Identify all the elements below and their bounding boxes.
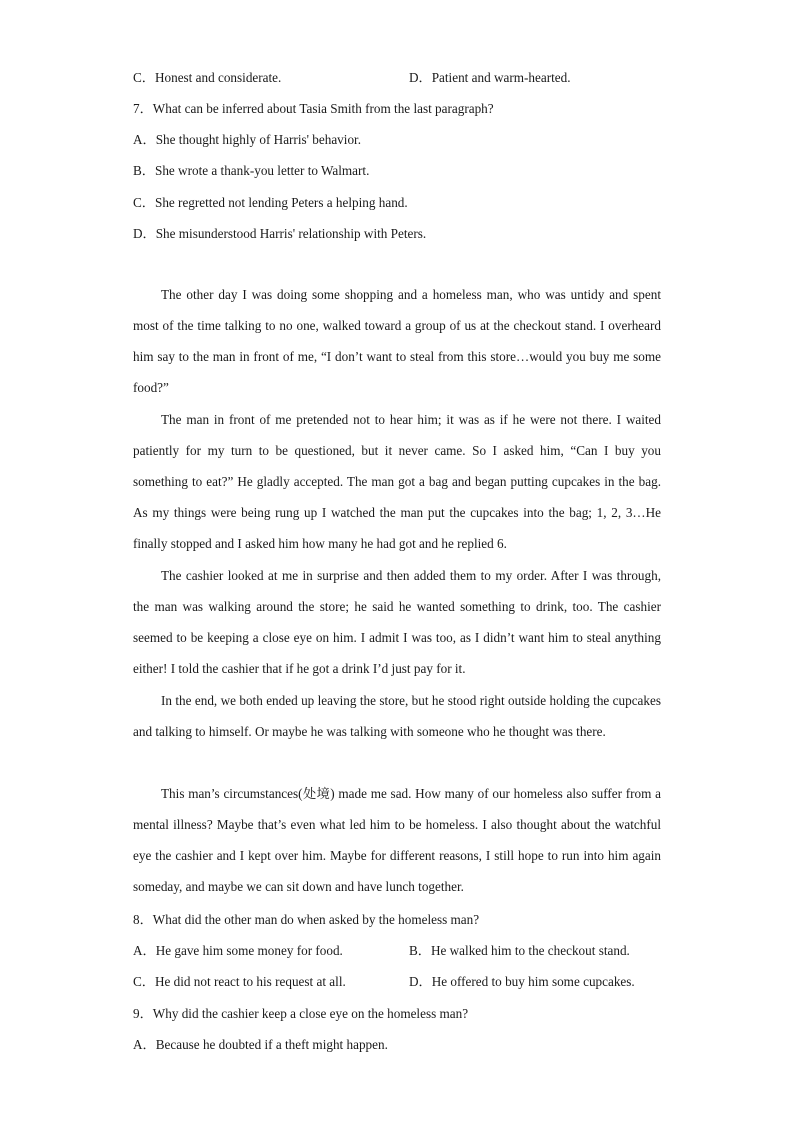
q8-option-b: B．He walked him to the checkout stand.: [409, 943, 630, 958]
q7-option-a: A．She thought highly of Harris' behavior.: [133, 132, 361, 147]
q9-stem: 9．Why did the cashier keep a close eye on the homeless man?: [133, 1006, 469, 1021]
q7-option-b: B．She wrote a thank-you letter to Walmart.: [133, 163, 370, 178]
passage-paragraph-2: The man in front of me pretended not to hear him; it was as if he were not there. I waited patiently for my turn to be questioned, but it never came. So I asked him, “Can I buy you something to eat?” He gladly accepted. The man got a bag and began putting cupcakes in the bag. As my things were being rung up I watched the man put the cupcakes into the bag; 1, 2, 3…He finally stopped and I asked him how many he had got and he replied 6.: [133, 412, 661, 552]
passage-paragraph-4: In the end, we both ended up leaving the store, but he stood right outside holding the cupcakes and talking to himself. Or maybe he was talking with someone who he thought was there.: [133, 693, 661, 740]
q7-option-c: C．She regretted not lending Peters a helping hand.: [133, 195, 408, 210]
q7-option-d: D．She misunderstood Harris' relationship with Peters.: [133, 226, 427, 241]
q8-option-d: D．He offered to buy him some cupcakes.: [409, 974, 635, 989]
passage-paragraph-1: The other day I was doing some shopping and a homeless man, who was untidy and spent most of the time talking to no one, walked toward a group of us at the checkout stand. I overheard him say to the man in front of me, “I don’t want to steal from this store…would you buy me some food?”: [133, 287, 661, 396]
q8-stem: 8．What did the other man do when asked by the homeless man?: [133, 912, 480, 927]
q8-option-c: C．He did not react to his request at all.: [133, 974, 346, 989]
q6-option-d: D．Patient and warm-hearted.: [409, 70, 571, 85]
passage-paragraph-5: This man’s circumstances(处境) made me sad. How many of our homeless also suffer from a mental illness? Maybe that’s even what led him to be homeless. I also thought about the watchful eye the cashier and I kept over him. Maybe for different reasons, I still hope to run into him again someday, and maybe we can sit down and have lunch together.: [133, 786, 661, 895]
q9-option-a: A．Because he doubted if a theft might happen.: [133, 1037, 388, 1052]
q8-option-a: A．He gave him some money for food.: [133, 943, 343, 958]
q7-stem: 7．What can be inferred about Tasia Smith from the last paragraph?: [133, 101, 494, 116]
passage-paragraph-3: The cashier looked at me in surprise and then added them to my order. After I was through, the man was walking around the store; he said he wanted something to drink, too. The cashier seemed to be keeping a close eye on him. I admit I was too, as I didn’t want him to steal anything either! I told the cashier that if he got a drink I’d just pay for it.: [133, 568, 661, 677]
q6-option-c: C．Honest and considerate.: [133, 70, 282, 85]
